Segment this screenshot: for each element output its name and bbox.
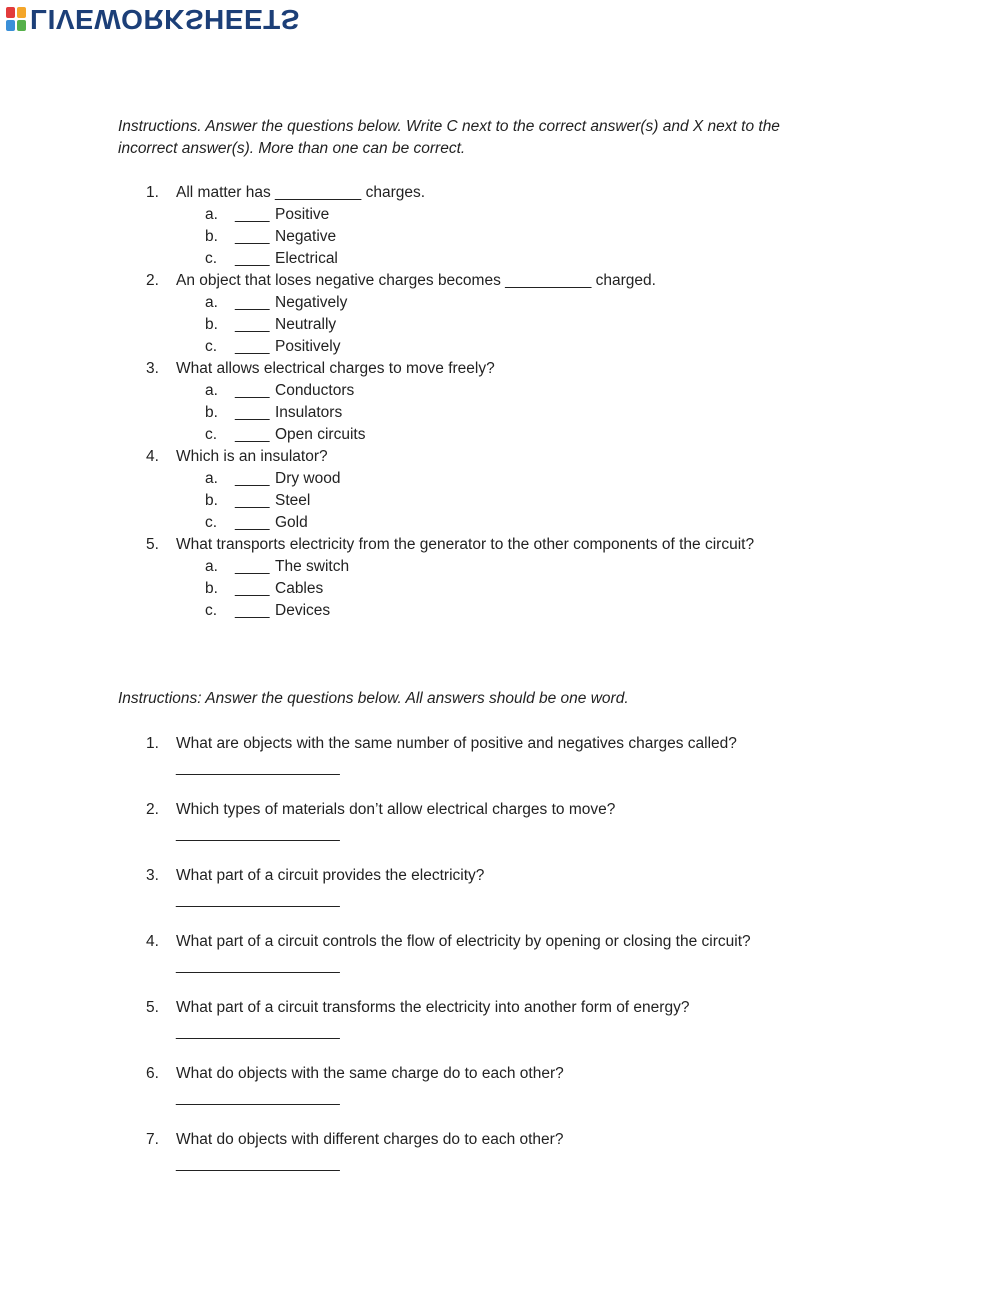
question-number: 6. xyxy=(146,1065,159,1082)
liveworksheets-logo xyxy=(6,4,300,35)
answer-blank[interactable]: ____ xyxy=(235,492,270,509)
answer-line[interactable]: ___________________ xyxy=(176,1089,340,1106)
answer-blank[interactable]: ____ xyxy=(235,382,270,399)
option-label: Steel xyxy=(275,492,311,509)
question-number: 3. xyxy=(146,360,159,377)
logo-square-red xyxy=(6,7,15,18)
question-number: 1. xyxy=(146,184,159,201)
option-label: Positively xyxy=(275,338,341,355)
question-text: Which is an insulator? xyxy=(176,448,328,465)
option-label: Conductors xyxy=(275,382,355,399)
answer-blank[interactable]: ____ xyxy=(235,514,270,531)
answer-line[interactable]: ___________________ xyxy=(176,891,340,908)
option-letter: c. xyxy=(205,250,218,267)
answer-line[interactable]: ___________________ xyxy=(176,1155,340,1172)
question-number: 1. xyxy=(146,735,159,752)
option-letter: c. xyxy=(205,602,218,619)
logo-square-blue xyxy=(6,20,15,31)
answer-line[interactable]: ___________________ xyxy=(176,759,340,776)
option-letter: a. xyxy=(205,470,218,487)
option-letter: b. xyxy=(205,580,218,597)
answer-blank[interactable]: ____ xyxy=(235,602,270,619)
question-text: What allows electrical charges to move freely? xyxy=(176,360,495,377)
option-label: Negative xyxy=(275,228,337,245)
option-label: Devices xyxy=(275,602,331,619)
question-number: 2. xyxy=(146,272,159,289)
option-label: Cables xyxy=(275,580,324,597)
answer-blank[interactable]: ____ xyxy=(235,426,270,443)
question-text: What are objects with the same number of positive and negatives charges called? xyxy=(176,735,737,752)
answer-blank[interactable]: ____ xyxy=(235,316,270,333)
logo-text: LIVEWORKSHEETS xyxy=(30,4,300,35)
question-number: 4. xyxy=(146,933,159,950)
question-text: All matter has __________ charges. xyxy=(176,184,426,201)
option-letter: a. xyxy=(205,206,218,223)
section2-instructions: Instructions: Answer the questions below. All answers should be one word. xyxy=(118,690,629,707)
option-label: Positive xyxy=(275,206,330,223)
option-letter: a. xyxy=(205,382,218,399)
option-label: The switch xyxy=(275,558,350,575)
option-label: Open circuits xyxy=(275,426,366,443)
answer-blank[interactable]: ____ xyxy=(235,206,270,223)
answer-blank[interactable]: ____ xyxy=(235,404,270,421)
logo-square-green xyxy=(17,20,26,31)
answer-blank[interactable]: ____ xyxy=(235,228,270,245)
answer-blank[interactable]: ____ xyxy=(235,470,270,487)
option-label: Neutrally xyxy=(275,316,337,333)
answer-blank[interactable]: ____ xyxy=(235,558,270,575)
question-text: What transports electricity from the generator to the other components of the circuit? xyxy=(176,536,755,553)
option-label: Dry wood xyxy=(275,470,341,487)
option-label: Negatively xyxy=(275,294,348,311)
answer-line[interactable]: ___________________ xyxy=(176,1023,340,1040)
question-number: 5. xyxy=(146,536,159,553)
question-text: What do objects with the same charge do to each other? xyxy=(176,1065,564,1082)
question-number: 7. xyxy=(146,1131,159,1148)
option-label: Insulators xyxy=(275,404,343,421)
logo-icon xyxy=(6,7,26,31)
option-letter: c. xyxy=(205,514,218,531)
question-number: 2. xyxy=(146,801,159,818)
logo-square-orange xyxy=(17,7,26,18)
option-letter: a. xyxy=(205,558,218,575)
question-text: What part of a circuit transforms the electricity into another form of energy? xyxy=(176,999,690,1016)
question-text: What do objects with different charges do to each other? xyxy=(176,1131,564,1148)
question-text: Which types of materials don’t allow electrical charges to move? xyxy=(176,801,616,818)
answer-blank[interactable]: ____ xyxy=(235,250,270,267)
section1-instructions: Instructions. Answer the questions below. Write C next to the correct answer(s) and X next to the incorrect answer(s). More than one can be correct. xyxy=(118,118,780,157)
answer-line[interactable]: ___________________ xyxy=(176,825,340,842)
question-text: What part of a circuit controls the flow of electricity by opening or closing the circuit? xyxy=(176,933,751,950)
answer-blank[interactable]: ____ xyxy=(235,580,270,597)
option-label: Gold xyxy=(275,514,308,531)
question-number: 4. xyxy=(146,448,159,465)
option-letter: b. xyxy=(205,316,218,333)
option-label: Electrical xyxy=(275,250,338,267)
option-letter: a. xyxy=(205,294,218,311)
option-letter: b. xyxy=(205,404,218,421)
question-text: What part of a circuit provides the electricity? xyxy=(176,867,485,884)
option-letter: b. xyxy=(205,228,218,245)
answer-blank[interactable]: ____ xyxy=(235,294,270,311)
question-number: 5. xyxy=(146,999,159,1016)
option-letter: c. xyxy=(205,426,218,443)
option-letter: b. xyxy=(205,492,218,509)
answer-blank[interactable]: ____ xyxy=(235,338,270,355)
question-text: An object that loses negative charges becomes __________ charged. xyxy=(176,272,656,289)
question-number: 3. xyxy=(146,867,159,884)
answer-line[interactable]: ___________________ xyxy=(176,957,340,974)
option-letter: c. xyxy=(205,338,218,355)
